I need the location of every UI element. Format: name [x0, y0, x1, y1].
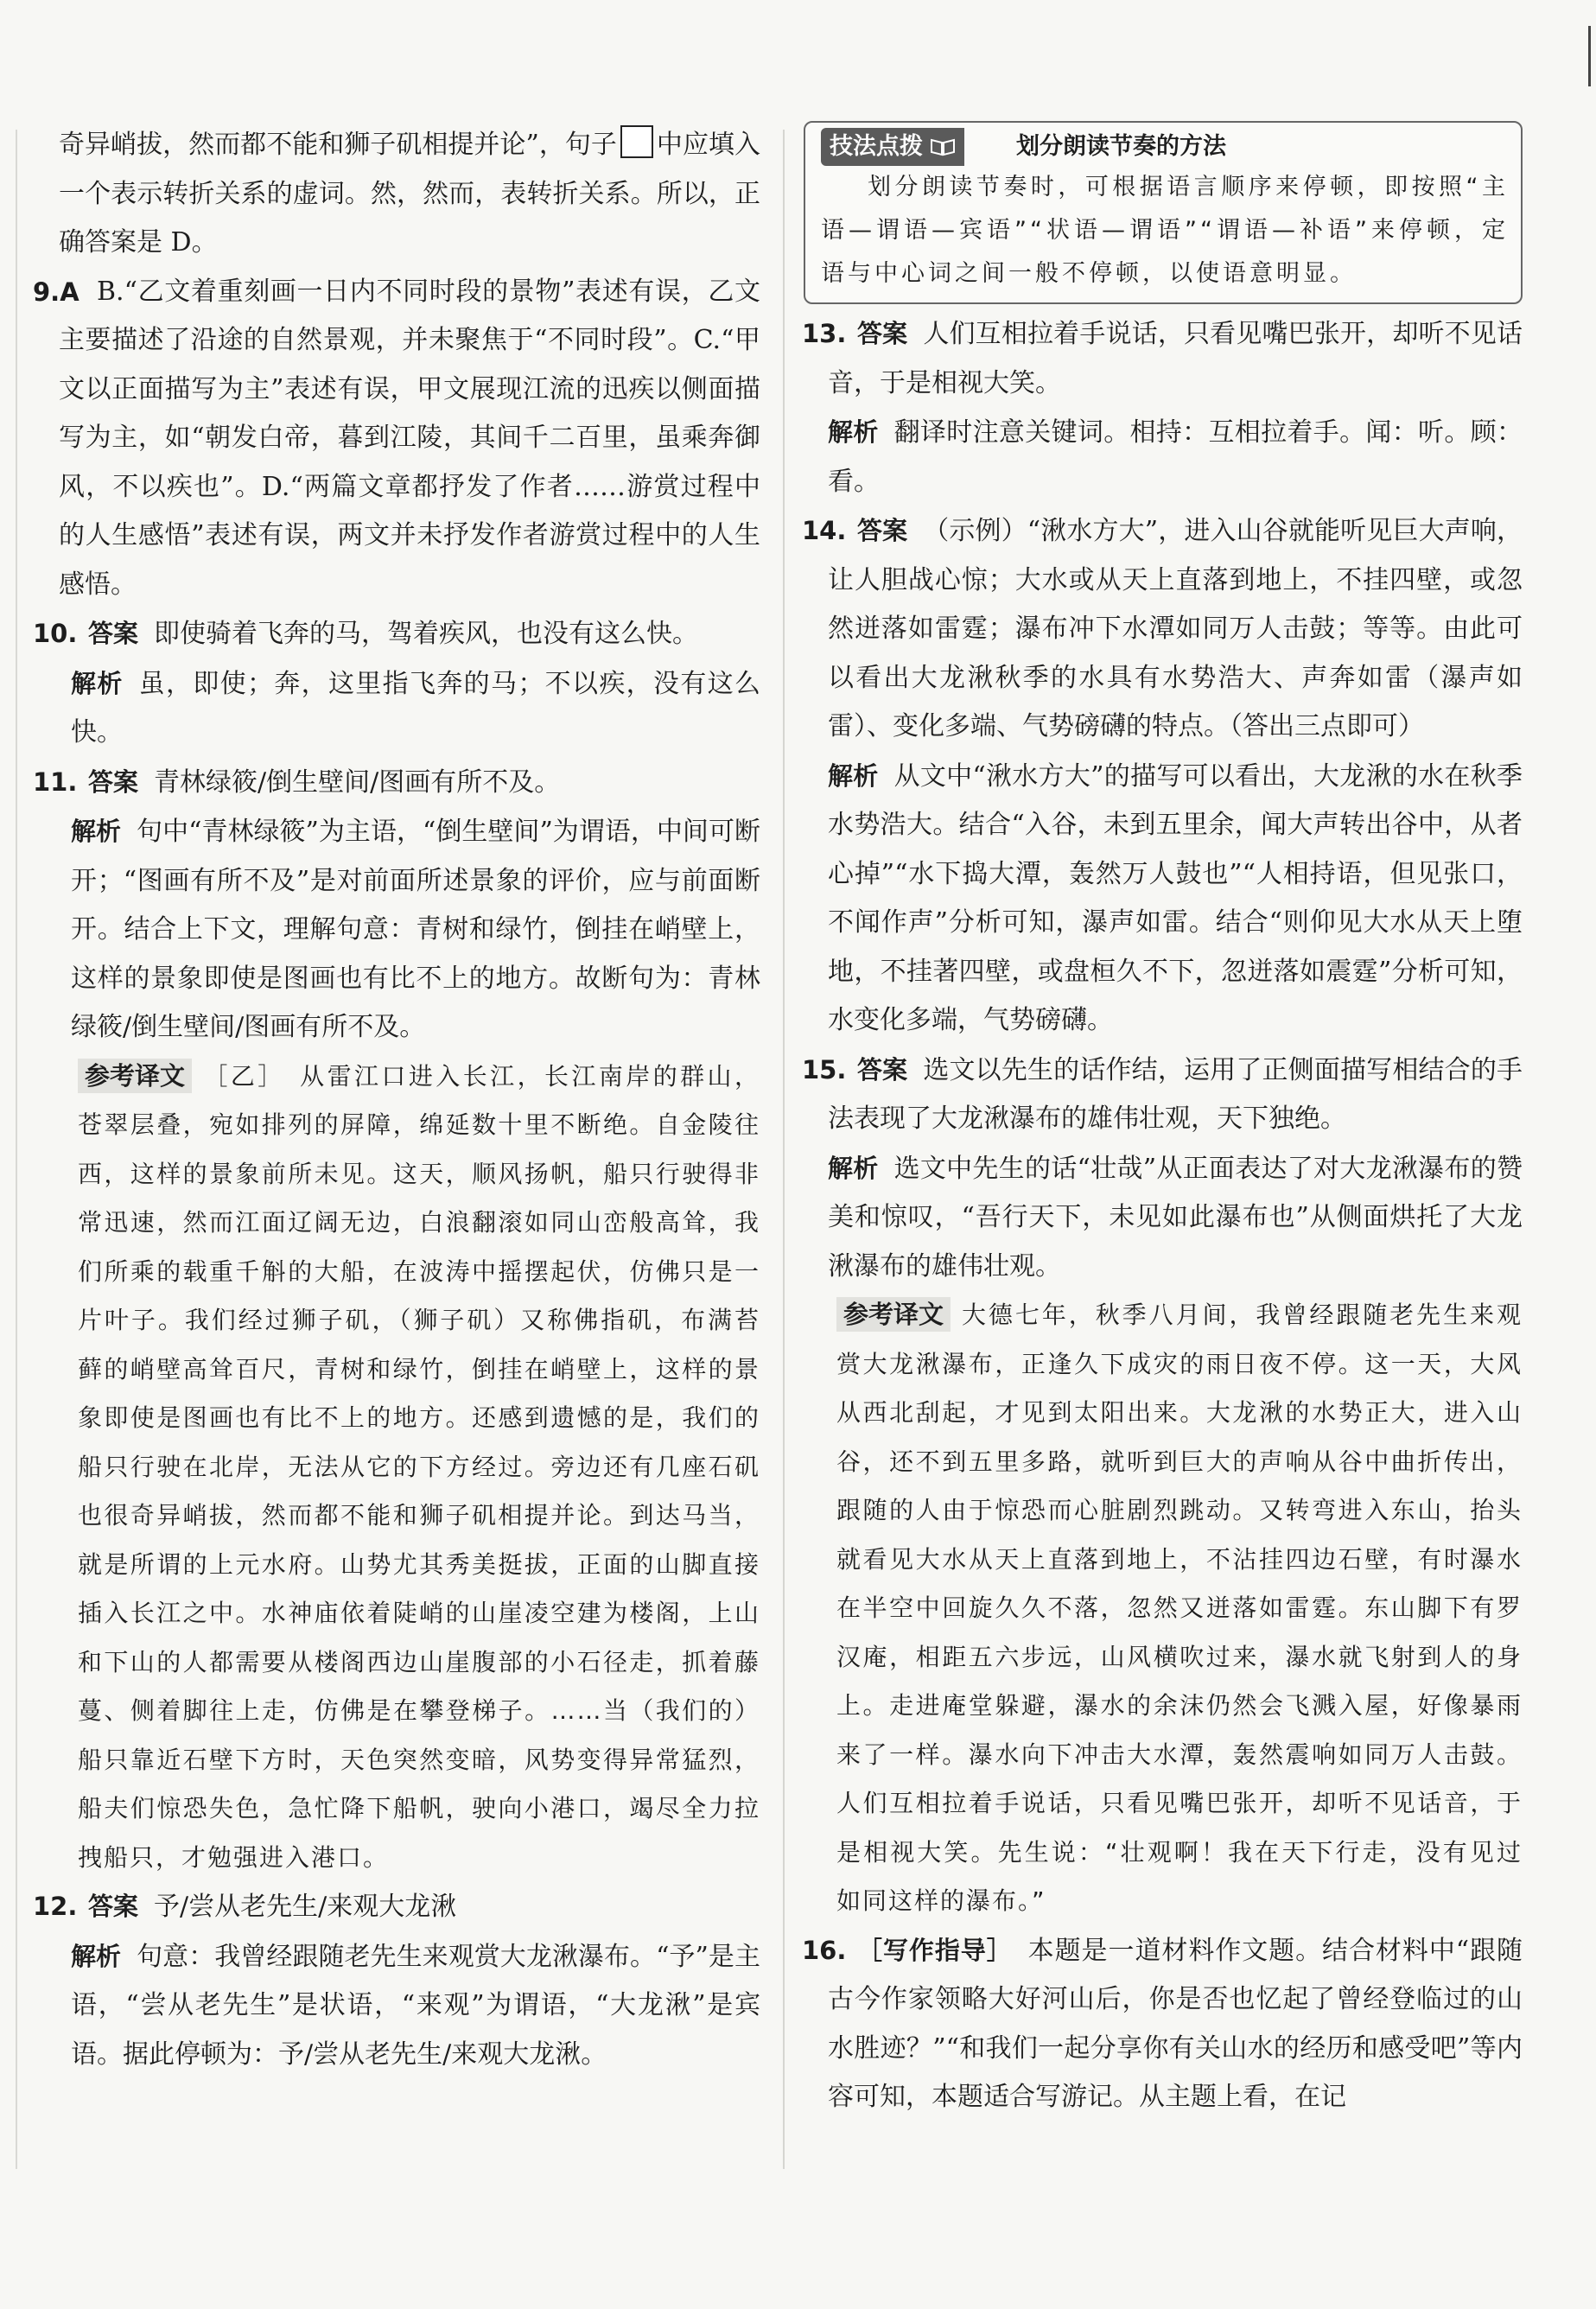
- writing-guide-text: 本题是一道材料作文题。结合材料中“跟随古今作家领略大好河山后，你是否也忆起了曾经登临过的山水胜迹？”“和我们一起分享你有关山水的经历和感受吧”等内容可知，本题适合写游记。从主题上看，在记: [828, 1935, 1523, 2112]
- tip-badge-label: 技法点拨: [830, 133, 923, 160]
- analysis-text: 从文中“湫水方大”的描写可以看出，大龙湫的水在秋季水势浩大。结合“入谷，未到五里余，闻大声转出谷中，从者心掉”“水下捣大潭，轰然万人鼓也”“人相持语，但见张口，不闻作声”分析可知，瀑声如雷。结合“则仰见大水从天上堕地，不挂著四壁，或盘桓久不下，忽迸落如震霆”分析可知，水变化多端，气势磅礴。: [828, 760, 1523, 1035]
- answer-tag: 答案: [88, 1892, 139, 1921]
- question-number: 13.: [802, 319, 847, 348]
- reference-tag: 参考译文: [836, 1297, 951, 1332]
- blank-box: [620, 125, 653, 158]
- left-column: [35, 121, 760, 2079]
- question-10: [35, 609, 760, 758]
- question-number: 9.A: [33, 277, 79, 307]
- answer-text: 选文以先生的话作结，运用了正侧面描写相结合的手法表现了大龙湫瀑布的雄伟壮观，天下独绝。: [828, 1054, 1523, 1134]
- book-icon: [930, 137, 956, 156]
- question-number: 10.: [33, 619, 78, 648]
- tip-box: [804, 121, 1523, 304]
- question-12: [35, 1882, 760, 2079]
- answer-text: 人们互相拉着手说话，只看见嘴巴张开，却听不见话音，于是相视大笑。: [828, 319, 1523, 398]
- tip-badge: [821, 128, 964, 166]
- answer-text: 青林绿筱/倒生壁间/图画有所不及。: [154, 766, 561, 798]
- analysis-tag: 解析: [71, 668, 124, 698]
- question-11: [35, 758, 760, 1053]
- answer-text: （示例）“湫水方大”，进入山谷就能听见巨大声响，让人胆战心惊；大水或从天上直落到地上，不挂四壁，或忽然迸落如雷霆；瀑布冲下水潭如同万人击鼓；等等。由此可以看出大龙湫秋季的水具有水势浩大、声奔如雷（瀑声如雷）、变化多端、气势磅礴的特点。（答出三点即可）: [828, 516, 1523, 741]
- reference-text: 大德七年，秋季八月间，我曾经跟随老先生来观赏大龙湫瀑布，正逢久下成灾的雨日夜不停。这一天，大风从西北刮起，才见到太阳出来。大龙湫的水势正大，进入山谷，还不到五里多路，就听到巨大的声响从谷中曲折传出，跟随的人由于惊恐而心脏剧烈跳动。又转弯进入东山，抬头就看见大水从天上直落到地上，不沾挂四边石壁，有时瀑水在半空中回旋久久不落，忽然又迸落如雷霆。东山脚下有罗汉庵，相距五六步远，山风横吹过来，瀑水就飞射到人的身上。走进庵堂躲避，瀑水的余沫仍然会飞溅入屋，好像暴雨来了一样。瀑水向下冲击大水潭，轰然震响如同万人击鼓。人们互相拉着手说话，只看见嘴巴张开，却听不见话音，于是相视大笑。先生说：“壮观啊！我在天下行走，没有见过如同这样的瀑布。”: [836, 1301, 1523, 1915]
- question-13: [804, 309, 1523, 506]
- column-divider: [783, 130, 785, 2169]
- writing-guide-tag: ［写作指导］: [857, 1935, 1013, 1965]
- analysis-tag: 解析: [828, 760, 879, 791]
- analysis-tag: 解析: [828, 1153, 879, 1183]
- analysis-tag: 解析: [71, 1941, 122, 1971]
- analysis-text: 选文中先生的话“壮哉”从正面表达了对大龙湫瀑布的赞美和惊叹，“吾行天下，未见如此瀑布也”从侧面烘托了大龙湫瀑布的雄伟壮观。: [828, 1153, 1523, 1282]
- question-9-text: B.“乙文着重刻画一日内不同时段的景物”表述有误，乙文主要描述了沿途的自然景观，并未聚焦于“不同时段”。C.“甲文以正面描写为主”表述有误，甲文展现江流的迅疾以侧面描写为主，如“朝发白帝，暮到江陵，其间千二百里，虽乘奔御风，不以疾也”。D.“两篇文章都抒发了作者……游赏过程中的人生感悟”表述有误，两文并未抒发作者游赏过程中的人生感悟。: [59, 276, 760, 600]
- question-16: [804, 1926, 1523, 2122]
- question-14: [804, 506, 1523, 1046]
- right-column: [804, 121, 1523, 2122]
- analysis-text: 句中“青林绿筱”为主语，“倒生壁间”为谓语，中间可断开；“图画有所不及”是对前面所述景象的评价，应与前面断开。结合上下文，理解句意：青树和绿竹，倒挂在峭壁上，这样的景象即使是图画也有比不上的地方。故断句为：青林绿筱/倒生壁间/图画有所不及。: [71, 817, 760, 1042]
- question-number: 14.: [802, 516, 847, 545]
- answer-text: 予/尝从老先生/来观大龙湫: [154, 1892, 457, 1922]
- page-edge: [16, 130, 17, 2169]
- analysis-tag: 解析: [828, 417, 879, 447]
- reference-tag: 参考译文: [78, 1059, 192, 1093]
- question-number: 16.: [802, 1935, 847, 1965]
- continuation-text-2: 中应填入一个表示转折关系的虚词。然，然而，表转折关系。所以，正确答案是 D。: [59, 130, 761, 258]
- question-number: 12.: [33, 1892, 78, 1921]
- question-9: [35, 268, 760, 610]
- reference-translation-1: [43, 1053, 760, 1883]
- question-number: 11.: [33, 766, 78, 797]
- tip-header: [821, 128, 1509, 166]
- continuation-text: 奇异峭拔，然而都不能和狮子矶相提并论”，句子: [59, 130, 617, 160]
- continuation-paragraph: [35, 121, 760, 268]
- question-15: [804, 1046, 1523, 1292]
- answer-tag: 答案: [88, 619, 139, 648]
- answer-tag: 答案: [857, 516, 908, 545]
- answer-tag: 答案: [88, 766, 139, 797]
- reference-translation-2: [812, 1291, 1523, 1926]
- analysis-text: 翻译时注意关键词。相持：互相拉着手。闻：听。顾：看。: [828, 417, 1523, 497]
- question-number: 15.: [802, 1054, 847, 1085]
- analysis-text: 句意：我曾经跟随老先生来观赏大龙湫瀑布。“予”是主语，“尝从老先生”是状语，“来观”为谓语，“大龙湫”是宾语。据此停顿为：予/尝从老先生/来观大龙湫。: [71, 1941, 760, 2070]
- analysis-tag: 解析: [71, 817, 122, 846]
- answer-tag: 答案: [857, 319, 908, 348]
- tip-title: 划分朗读节奏的方法: [1016, 133, 1226, 160]
- analysis-text: 虽，即使；奔，这里指飞奔的马；不以疾，没有这么快。: [71, 668, 760, 747]
- page-edge-mark: [1588, 26, 1591, 86]
- reference-text: ［乙］ 从雷江口进入长江，长江南岸的群山，苍翠层叠，宛如排列的屏障，绵延数十里不断绝。自金陵往西，这样的景象前所未见。这天，顺风扬帆，船只行驶得非常迅速，然而江面辽阔无边，白浪翻滚如同山峦般高耸，我们所乘的载重千斛的大船，在波涛中摇摆起伏，仿佛只是一片叶子。我们经过狮子矶，（狮子矶）又称佛指矶，布满苔藓的峭壁高耸百尺，青树和绿竹，倒挂在峭壁上，这样的景象即使是图画也有比不上的地方。还感到遗憾的是，我们的船只行驶在北岸，无法从它的下方经过。旁边还有几座石矶也很奇异峭拔，然而都不能和狮子矶相提并论。到达马当，就是所谓的上元水府。山势尤其秀美挺拔，正面的山脚直接插入长江之中。水神庙依着陡峭的山崖凌空建为楼阁，上山和下山的人都需要从楼阁西边山崖腹部的小石径走，抓着藤蔓、侧着脚往上走，仿佛是在攀登梯子。……当（我们的）船只靠近石壁下方时，天色突然变暗，风势变得异常猛烈，船夫们惊恐失色，急忙降下船帆，驶向小港口，竭尽全力拉拽船只，才勉强进入港口。: [78, 1061, 760, 1872]
- answer-tag: 答案: [857, 1054, 908, 1085]
- tip-body: 划分朗读节奏时，可根据语言顺序来停顿，即按照“主语—谓语—宾语”“状语—谓语”“谓语—补语”来停顿，定语与中心词之间一般不停顿，以使语意明显。: [821, 174, 1509, 287]
- answer-text: 即使骑着飞奔的马，驾着疾风，也没有这么快。: [154, 619, 699, 649]
